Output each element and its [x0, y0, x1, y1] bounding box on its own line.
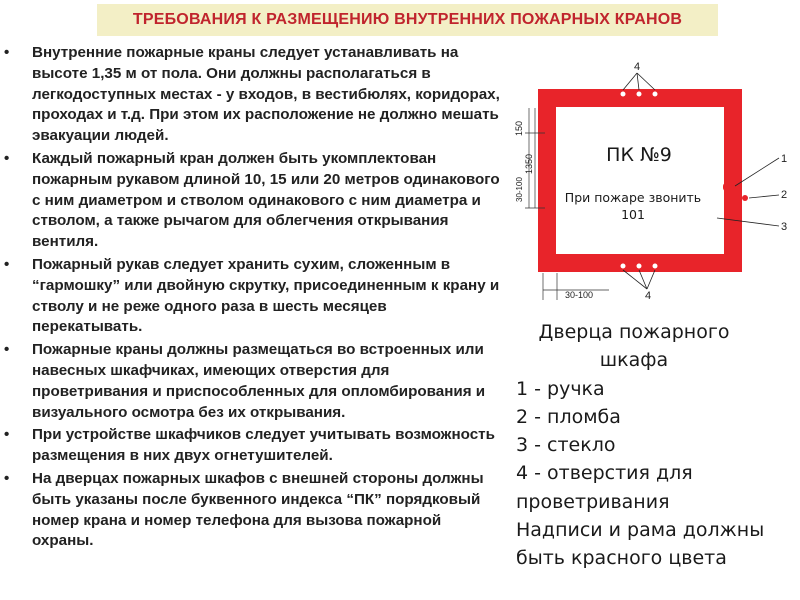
legend-item: 3 - стекло — [516, 434, 616, 457]
callout-2: 2 — [781, 189, 788, 201]
bullet-icon: • — [4, 255, 10, 273]
legend-caption-line-1: Дверца пожарного — [538, 321, 730, 343]
list-item — [4, 340, 500, 423]
bullet-icon: • — [4, 426, 10, 444]
legend-item: 2 - пломба — [516, 405, 621, 428]
dimension-30-100-left: 30-100 — [515, 177, 524, 202]
sign-line-2: 101 — [621, 207, 645, 222]
vent-hole-icon — [637, 92, 642, 97]
list-item-text: Внутренние пожарные краны следует устанавливать на высоте 1,35 м от пола. Они должны располагаться в легкодоступных местах - у входов, в вестибюлях, коридорах, проходах и т.д. При этом их расположение не должно мешать эвакуации людей. — [32, 44, 500, 145]
legend-item: быть красного цвета — [516, 547, 727, 570]
cabinet-door-diagram — [505, 58, 795, 308]
list-item — [4, 43, 500, 147]
list-item — [4, 469, 500, 552]
list-item-text: При устройстве шкафчиков следует учитывать возможность размещения в них двух огнетушителей. — [32, 426, 495, 465]
sign-title: ПК №9 — [606, 144, 672, 166]
legend-item: 4 - отверстия для — [516, 462, 693, 485]
bullet-icon: • — [4, 469, 10, 487]
vent-hole-icon — [621, 264, 626, 269]
list-item — [4, 425, 500, 467]
vent-hole-icon — [653, 92, 658, 97]
title-banner — [97, 4, 718, 36]
list-item — [4, 255, 500, 338]
list-item-text: На дверцах пожарных шкафов с внешней стороны должны быть указаны после буквенного индекса “ПК” порядковый номер крана и номер телефона для вызова пожарной охраны. — [32, 469, 484, 550]
list-item-text: Пожарные краны должны размещаться во встроенных или навесных шкафчиках, имеющих отверстия для проветривания и приспособленных для опломбирования и визуального осмотра без их открывания. — [32, 341, 486, 421]
list-item — [4, 149, 500, 253]
callout-1: 1 — [781, 153, 788, 165]
sign-plate — [563, 114, 717, 247]
vent-hole-icon — [621, 92, 626, 97]
legend-item: 1 - ручка — [516, 377, 605, 400]
legend-item: Надписи и рама должны — [516, 519, 765, 542]
bullet-icon: • — [4, 44, 10, 61]
bullet-icon: • — [4, 341, 10, 359]
dimension-1350: 1350 — [524, 153, 534, 174]
diagram-legend — [516, 318, 796, 573]
handle-icon — [723, 183, 735, 191]
dimension-150: 150 — [514, 120, 524, 136]
vent-hole-icon — [653, 264, 658, 269]
page-title: ТРЕБОВАНИЯ К РАЗМЕЩЕНИЮ ВНУТРЕННИХ ПОЖАРНЫХ КРАНОВ — [132, 11, 683, 28]
callout-4-top: 4 — [634, 61, 641, 73]
callout-3: 3 — [781, 221, 788, 233]
list-item-text: Каждый пожарный кран должен быть укомплектован пожарным рукавом длиной 10, 15 или 20 метров одинакового с ним диаметром и стволом одинакового с ним диаметра и стволом, а также рычагом для облегчения открывания вентиля. — [32, 149, 500, 251]
requirements-list — [4, 43, 500, 554]
dimension-30-100-bottom: 30-100 — [565, 290, 594, 300]
legend-caption-line-2: шкафа — [599, 349, 669, 372]
vent-hole-icon — [637, 264, 642, 269]
legend-item: проветривания — [516, 490, 670, 513]
bullet-icon: • — [4, 149, 10, 167]
list-item-text: Пожарный рукав следует хранить сухим, сложенным в “гармошку” или двойную скрутку, присоединенным к крану и стволу и не реже одного раза в шесть месяцев перекатывать. — [32, 255, 500, 336]
callout-4-bottom: 4 — [645, 290, 652, 302]
sign-line-1: При пожаре звонить — [564, 190, 702, 205]
seal-icon — [742, 195, 748, 201]
